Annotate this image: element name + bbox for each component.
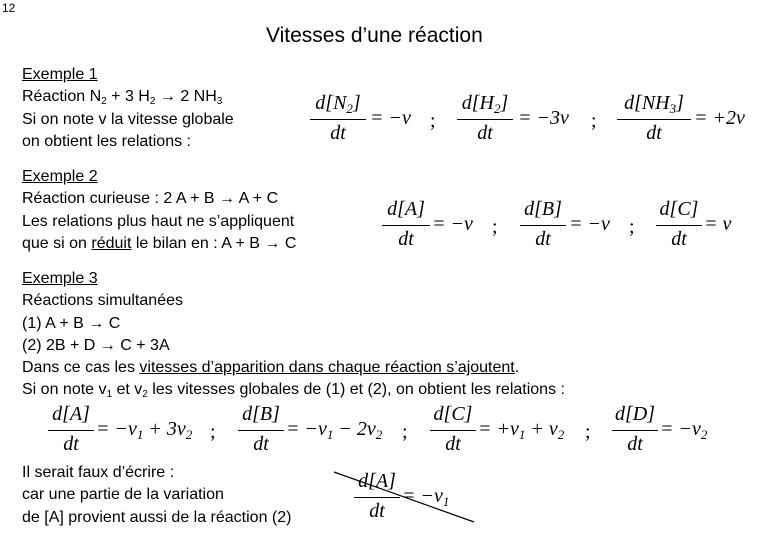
wrong-line1: Il serait faux d’écrire : bbox=[22, 464, 175, 481]
example3-line3: (2) 2B + D → C + 3A bbox=[22, 336, 170, 354]
wrong-line2: car une partie de la variation bbox=[22, 486, 224, 504]
example3-equations: d[A] dt = $-v_1 + 3v_2$ ; d[B] dt = $-v_1 - 2v_2$ ; d[C] dt = $+v_1 + v_2$ ; d[D] dt = $-v_2$ bbox=[48, 403, 738, 463]
example3-line2: (1) A + B → C bbox=[22, 314, 121, 332]
example3-line5: Si on note $v_1$ et $v_2$ les vitesses globales de (1) et (2), on obtient les relations : bbox=[22, 381, 565, 401]
example2-text bbox=[22, 166, 296, 255]
eq1-denominator: dt bbox=[330, 122, 346, 144]
eq2-fraction: $d[H_2]$ dt bbox=[457, 92, 513, 152]
wrong-equation: d[A] dt = $-v_1$ bbox=[354, 470, 464, 530]
example3-line1: Réactions simultanées bbox=[22, 292, 183, 310]
example1-equations: $d[N_2]$ dt = −v ; $d[H_2]$ dt = −3v ; $d[NH_3]$ dt = +2v bbox=[310, 92, 750, 152]
example2-heading: Exemple 2 bbox=[22, 168, 98, 185]
strike-through-line bbox=[330, 470, 480, 530]
example1-line2: Si on note v la vitesse globale bbox=[22, 110, 234, 128]
eq1-rhs: = −v bbox=[370, 107, 411, 129]
title-text: Vitesses d’une réaction bbox=[266, 24, 483, 47]
example1-line3: on obtient les relations : bbox=[22, 132, 191, 150]
eq1-numerator: $d[N_2]$ bbox=[315, 92, 361, 116]
example3-heading: Exemple 3 bbox=[22, 270, 98, 287]
example1-heading: Exemple 1 bbox=[22, 66, 98, 83]
eq2-rhs: = −3v bbox=[518, 107, 569, 129]
example2-equations: d[A] dt = −v ; d[B] dt = −v ; d[C] dt = v bbox=[382, 198, 762, 258]
example3-text bbox=[22, 268, 565, 402]
example2-line2: Les relations plus haut ne s’appliquent bbox=[22, 212, 295, 230]
eq3-rhs: = +2v bbox=[694, 107, 745, 129]
example2-line3: que si on réduit le bilan en : A + B → C bbox=[22, 234, 297, 252]
eq3-fraction: $d[NH_3]$ dt bbox=[617, 92, 691, 152]
example1-text bbox=[22, 64, 234, 153]
eq1-fraction bbox=[310, 92, 366, 152]
wrong-statement-text bbox=[22, 462, 291, 529]
slide-number: 12 bbox=[2, 1, 16, 15]
example1-reaction: Réaction $N_2 + 3$ $H_2 \to 2$ $NH_3$ bbox=[22, 88, 223, 108]
example2-line1: Réaction curieuse : 2 A + B → A + C bbox=[22, 190, 279, 208]
example3-line4: Dans ce cas les vitesses d’apparition dans chaque réaction s’ajoutent. bbox=[22, 359, 520, 377]
wrong-line3: de [A] provient aussi de la réaction (2) bbox=[22, 508, 292, 526]
eq1-separator: ; bbox=[430, 110, 436, 132]
